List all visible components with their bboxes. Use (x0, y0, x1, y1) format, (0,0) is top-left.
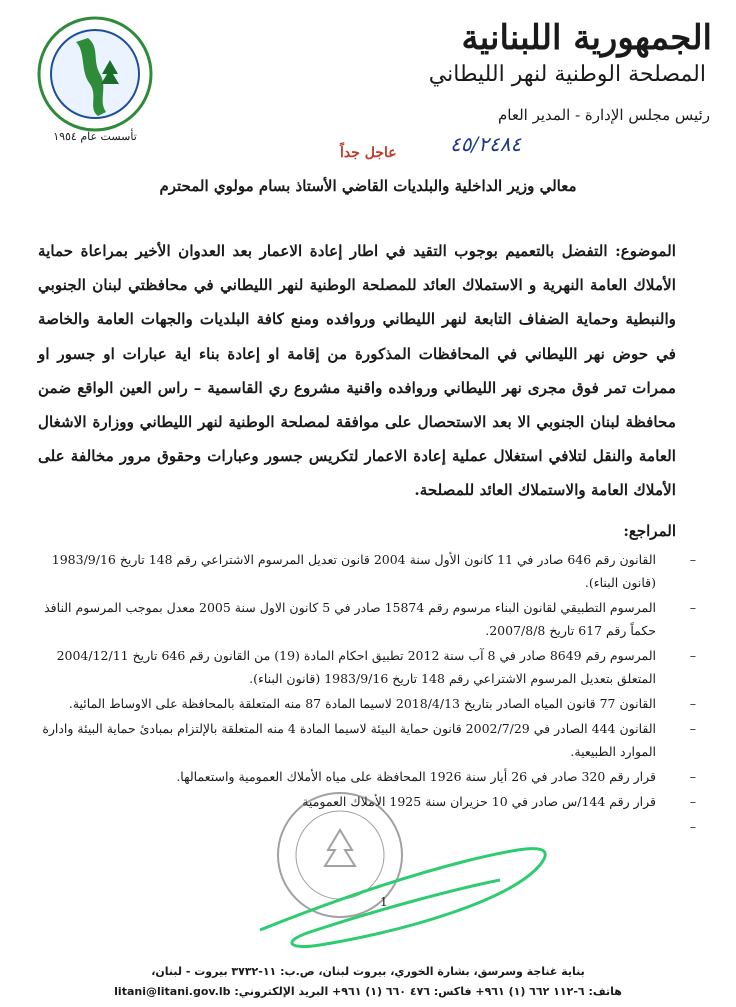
authority-logo (28, 12, 163, 147)
addressee: معالي وزير الداخلية والبلديات القاضي الأستاذ بسام مولوي المحترم (159, 177, 577, 195)
subject-paragraph (38, 234, 676, 508)
authority-name: المصلحة الوطنية لنهر الليطاني (428, 62, 706, 87)
signature (250, 820, 570, 960)
reference-number: ٤٥/٢٤٨٤ (450, 132, 522, 156)
founded-year: تأسست عام ١٩٥٤ (53, 130, 137, 143)
references-list: – القانون رقم 646 صادر في 11 كانون الأول سنة 2004 قانون تعديل المرسوم الاشتراعي رقم 148 تاريخ 1983/9/16 (قانون البناء). – المرسوم التطبيقي لقانون البناء مرسوم رقم 15874 صادر في 5 كانون الاول سنة 2005 معدل بموجب المرسوم النافذ حكماً رقم 617 تاريخ 2007/8/8. – المرسوم رقم 8649 صادر في 8 آب سنة 2012 تطبيق احكام المادة (19) من القانون رقم 646 تاريخ 2004/12/11 المتعلق بتعديل المرسوم الاشتراعي رقم 148 تاريخ 1983/9/16 (قانون البناء). – القانون 77 قانون المياه الصادر بتاريخ 2018/4/13 لاسيما المادة 87 منه المتعلقة بالمحافظة على الاوساط المائية. – القانون 444 الصادر في 2002/7/29 قانون حماية البيئة لاسيما المادة 4 منه المتعلقة بالإلتزام بمبادئ حماية البيئة وادارة الموارد الطبيعية. – قرار رقم 320 صادر في 26 أيار سنة 1926 المحافظة على مياه الأملاك العمومية واستعمالها. – قرار رقم 144/س صادر في 10 حزيران سنة 1925 الأملاك العمومية – (38, 548, 696, 815)
subject-text: التفضل بالتعميم بوجوب التقيد في اطار إعادة الاعمار بعد العدوان الأخير بمراعاة حماية الأملاك العامة النهرية و الاستملاك العائد للمصلحة الوطنية لنهر الليطاني في محافظتي لبنان الجنوبي والنبطية وحماية الضفاف التابعة لنهر الليطاني وروافده ومنع كافة البلديات والجهات العامة والخاصة في حوض نهر الليطاني في المحافظات المذكورة من إقامة او إعادة بناء اية عبارات او جسور او ممرات تمر فوق مجرى نهر الليطاني وروافده واقنية مشروع ري القاسمية – راس العين الواقع ضمن محافظة لبنان الجنوبي الا بعد الاستحصال على موافقة لمصلحة الوطنية لنهر الليطاني ووزارة الاشغال العامة والنقل لتلافي استغلال عملية إعادة الاعمار لتكريس جسور وعبارات وحقوق مرور مخالفة على الأملاك العامة والاستملاك العائد للمصلحة. (38, 242, 676, 500)
references-title: المراجع: (623, 522, 676, 540)
subject-label: الموضوع: (615, 242, 676, 260)
chief-title: رئيس مجلس الإدارة - المدير العام (497, 106, 710, 124)
reference-item: – المرسوم رقم 8649 صادر في 8 آب سنة 2012 تطبيق احكام المادة (19) من القانون رقم 646 تاريخ 2004/12/11 المتعلق بتعديل المرسوم الاشتراعي رقم 148 تاريخ 1983/9/16 (قانون البناء). (56, 648, 696, 686)
footer-address: بناية غناجة وسرسق، بشارة الخوري، بيروت لبنان، ص.ب: ١١-٣٧٣٢ بيروت - لبنان، (151, 965, 585, 978)
reference-item: – قرار رقم 144/س صادر في 10 حزيران سنة 1925 الأملاك العمومية (302, 794, 696, 809)
footer-contacts: هاتف: ٦-١١٢ ٦٦٢ (١) ٩٦١+ فاكس: ٤٧٦ ٦٦٠ (١) ٩٦١+ البريد الإلكتروني: litani@litani.gov.lb (114, 985, 622, 998)
reference-item: – المرسوم التطبيقي لقانون البناء مرسوم رقم 15874 صادر في 5 كانون الاول سنة 2005 معدل بموجب المرسوم النافذ حكماً رقم 617 تاريخ 2007/8/8. (44, 600, 696, 638)
urgent-mark: عاجل جداً (340, 145, 397, 161)
reference-item: – القانون 77 قانون المياه الصادر بتاريخ 2018/4/13 لاسيما المادة 87 منه المتعلقة بالمحافظة على الاوساط المائية. (68, 696, 696, 711)
reference-item: – القانون رقم 646 صادر في 11 كانون الأول سنة 2004 قانون تعديل المرسوم الاشتراعي رقم 148 تاريخ 1983/9/16 (قانون البناء). (51, 552, 696, 590)
reference-item: – القانون 444 الصادر في 2002/7/29 قانون حماية البيئة لاسيما المادة 4 منه المتعلقة بالإلتزام بمبادئ حماية البيئة وادارة الموارد الطبيعية. (42, 721, 696, 759)
reference-item: – قرار رقم 320 صادر في 26 أيار سنة 1926 المحافظة على مياه الأملاك العمومية واستعمالها. (176, 769, 696, 784)
republic-title: الجمهورية اللبنانية (461, 18, 712, 58)
page-number: 1 (380, 895, 388, 909)
